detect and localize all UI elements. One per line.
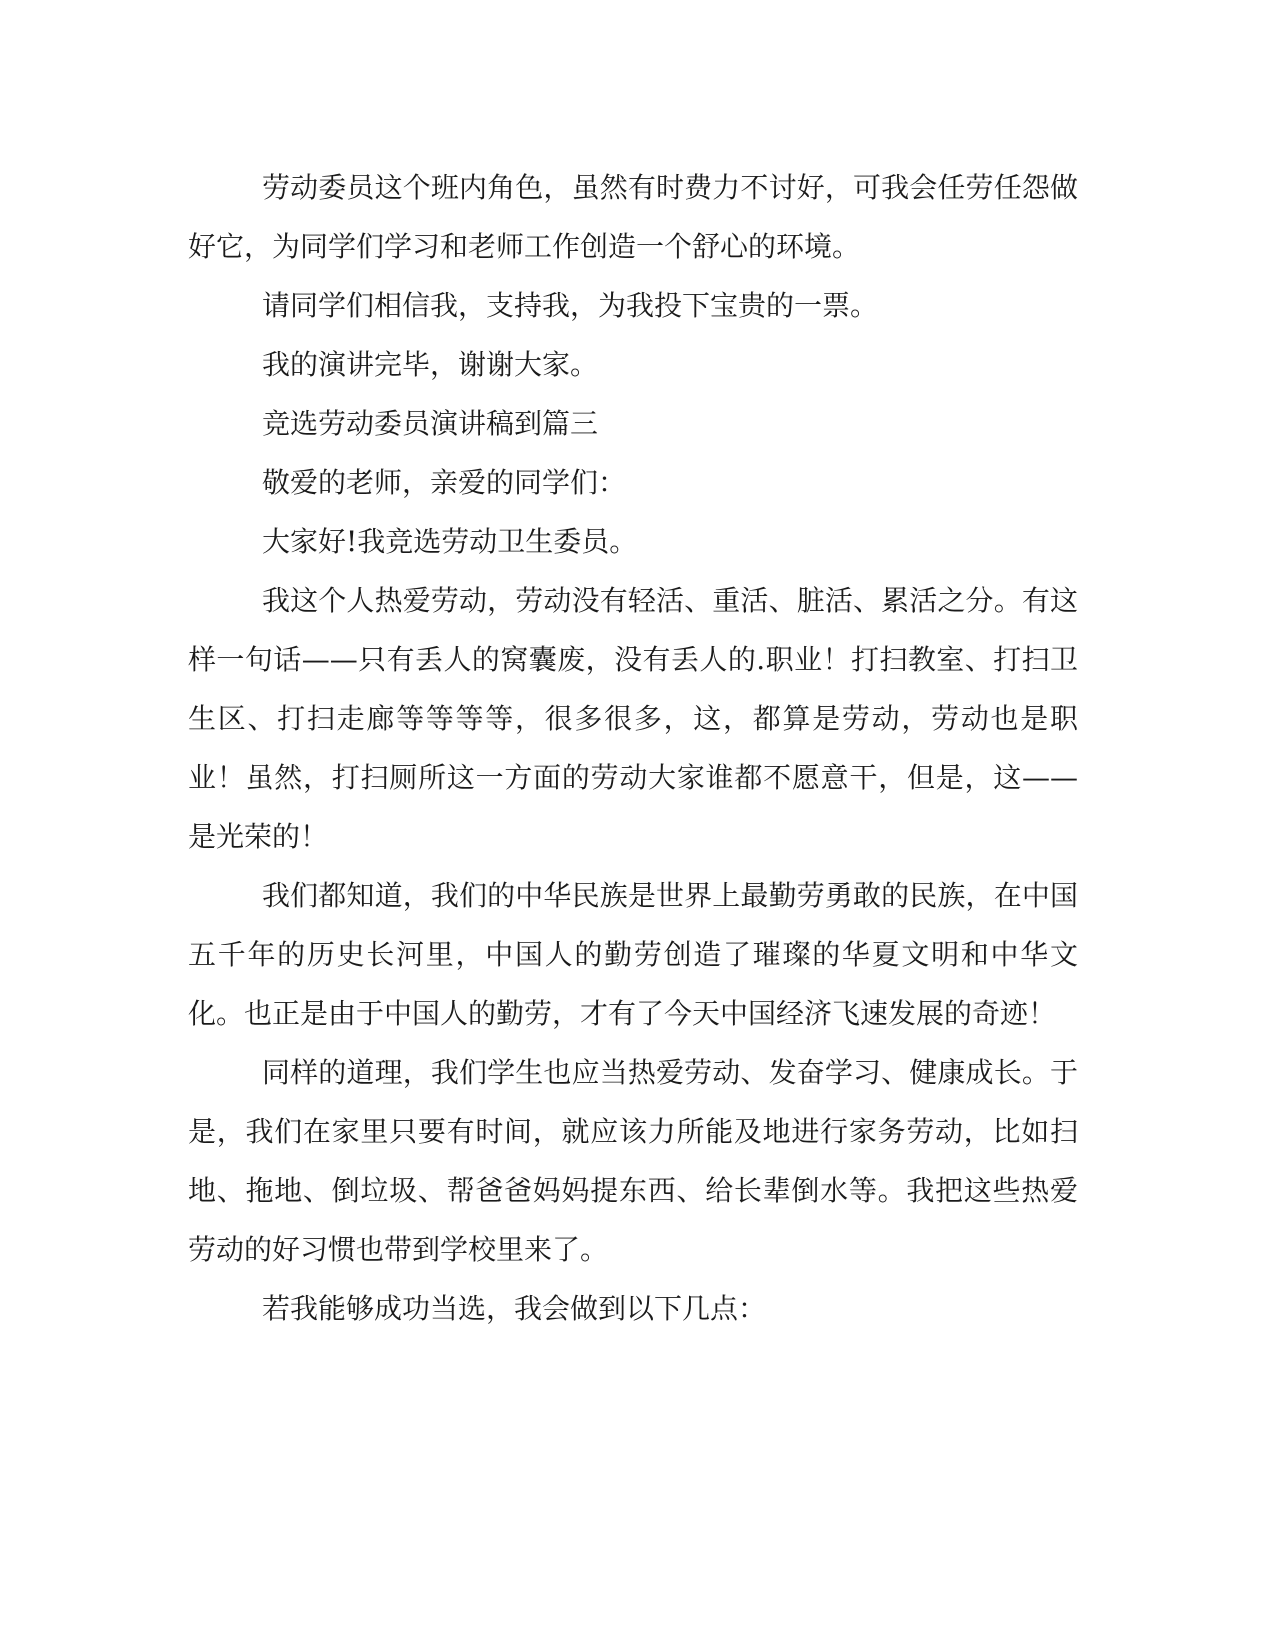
- paragraph-9: 同样的道理，我们学生也应当热爱劳动、发奋学习、健康成长。于是，我们在家里只要有时间，就应该力所能及地进行家务劳动，比如扫地、拖地、倒垃圾、帮爸爸妈妈提东西、给长辈倒水等。我把这些热爱劳动的好习惯也带到学校里来了。: [188, 1056, 1078, 1266]
- paragraph-6: 大家好!我竞选劳动卫生委员。: [262, 525, 638, 558]
- paragraph-1: 劳动委员这个班内角色，虽然有时费力不讨好，可我会任劳任怨做好它，为同学们学习和老师工作创造一个舒心的环境。: [188, 171, 1078, 263]
- paragraph-8: 我们都知道，我们的中华民族是世界上最勤劳勇敢的民族，在中国五千年的历史长河里，中国人的勤劳创造了璀璨的华夏文明和中华文化。也正是由于中国人的勤劳，才有了今天中国经济飞速发展的奇迹！: [188, 879, 1078, 1030]
- paragraph-2: 请同学们相信我，支持我，为我投下宝贵的一票。: [262, 289, 879, 322]
- paragraph-10: 若我能够成功当选，我会做到以下几点：: [262, 1292, 767, 1325]
- document-body: [188, 158, 1078, 1338]
- paragraph-3: 我的演讲完毕，谢谢大家。: [262, 348, 599, 381]
- salutation: 敬爱的老师，亲爱的同学们：: [262, 466, 627, 499]
- section-heading: 竞选劳动委员演讲稿到篇三: [262, 407, 599, 440]
- paragraph-7: 我这个人热爱劳动，劳动没有轻活、重活、脏活、累活之分。有这样一句话——只有丢人的窝囊废，没有丢人的.职业！打扫教室、打扫卫生区、打扫走廊等等等等，很多很多，这，都算是劳动，劳动也是职业！虽然，打扫厕所这一方面的劳动大家谁都不愿意干，但是，这——是光荣的！: [188, 584, 1078, 853]
